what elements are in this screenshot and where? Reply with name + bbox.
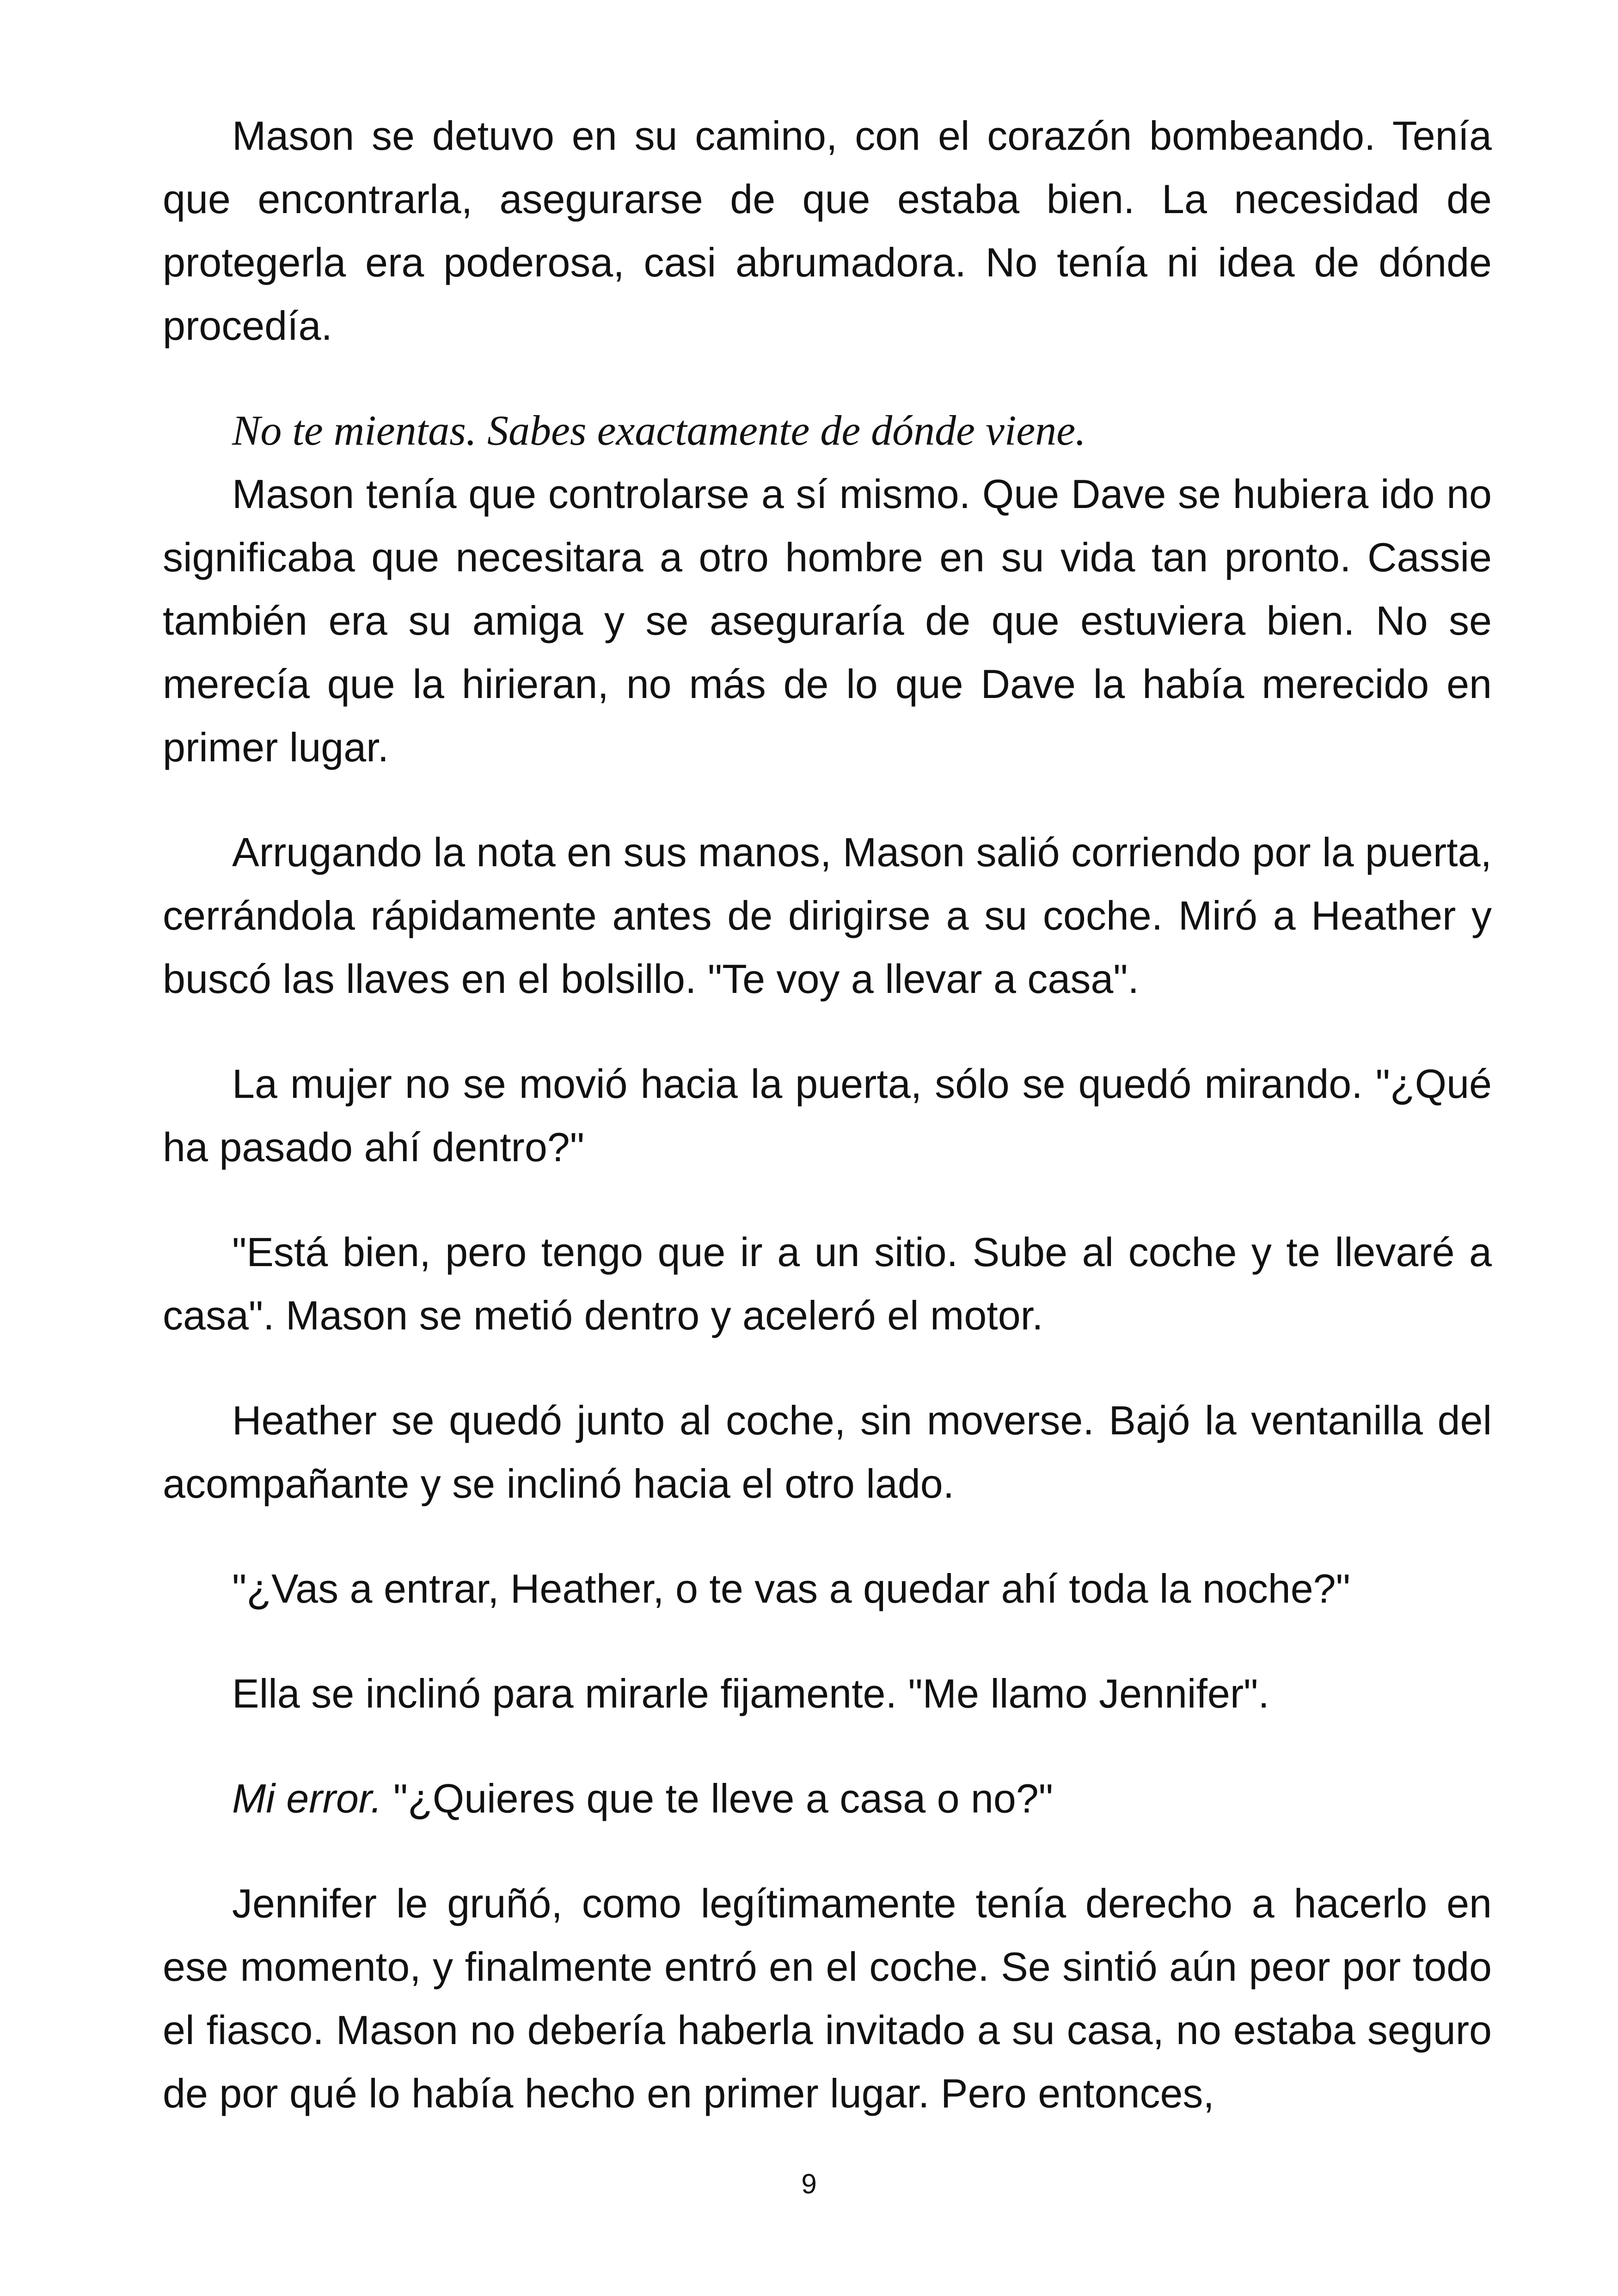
paragraph-11: Jennifer le gruñó, como legítimamente tenía derecho a hacerlo en ese momento, y finalmente entró en el coche. Se sintió aún peor por todo el fiasco. Mason no debería haberla invitado a su casa, no estaba seguro de por qué lo había hecho en primer lugar. Pero entonces, [163, 1880, 1492, 2116]
paragraph-2-inner-thought: No te mientas. Sabes exactamente de dónde viene. [232, 407, 1086, 454]
body-text [163, 104, 1492, 2125]
paragraph-1: Mason se detuvo en su camino, con el corazón bombeando. Tenía que encontrarla, asegurarse de que estaba bien. La necesidad de protegerla era poderosa, casi abrumadora. No tenía ni idea de dónde procedía. [163, 113, 1492, 349]
paragraph-3: Mason tenía que controlarse a sí mismo. Que Dave se hubiera ido no significaba que necesitara a otro hombre en su vida tan pronto. Cassie también era su amiga y se aseguraría de que estuviera bien. No se merecía que la hirieran, no más de lo que Dave la había merecido en primer lugar. [163, 471, 1492, 770]
page-number: 9 [801, 2168, 817, 2199]
paragraph-8: "¿Vas a entrar, Heather, o te vas a quedar ahí toda la noche?" [232, 1566, 1350, 1611]
paragraph-10 [163, 1767, 1492, 1830]
paragraph-6: "Está bien, pero tengo que ir a un sitio. Sube al coche y te llevaré a casa". Mason se metió dentro y aceleró el motor. [163, 1229, 1492, 1338]
paragraph-9: Ella se inclinó para mirarle fijamente. "Me llamo Jennifer". [232, 1671, 1269, 1716]
paragraph-10-text: "¿Quieres que te lleve a casa o no?" [382, 1776, 1054, 1821]
paragraph-4: Arrugando la nota en sus manos, Mason salió corriendo por la puerta, cerrándola rápidamente antes de dirigirse a su coche. Miró a Heather y buscó las llaves en el bolsillo. "Te voy a llevar a casa". [163, 829, 1492, 1002]
paragraph-7: Heather se quedó junto al coche, sin moverse. Bajó la ventanilla del acompañante y se inclinó hacia el otro lado. [163, 1397, 1492, 1506]
paragraph-5: La mujer no se movió hacia la puerta, sólo se quedó mirando. "¿Qué ha pasado ahí dentro?" [163, 1061, 1492, 1170]
paragraph-10-italic: Mi error. [232, 1776, 382, 1821]
